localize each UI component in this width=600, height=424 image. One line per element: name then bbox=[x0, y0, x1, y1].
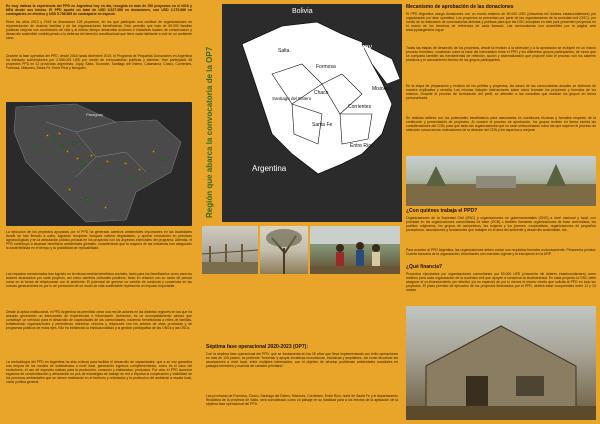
project-dot bbox=[36, 146, 39, 149]
project-dot bbox=[61, 144, 64, 147]
right-heading-finance: ¿Qué financia? bbox=[406, 264, 443, 270]
map-label-chaco: Chaco bbox=[314, 90, 329, 96]
project-dot bbox=[58, 132, 61, 135]
project-dot bbox=[66, 150, 69, 153]
photo-fields-svg bbox=[406, 156, 596, 206]
map-label-paraguay-small: Paraguay bbox=[86, 112, 104, 117]
left-p3: Desde la óptica institucional, el PPD Argentina ha permitido crear una red de actores en las distintas regiones en las que ha actuado generando un intercambio de experiencias e información. Asimismo, es un acompañamiento valioso que constituye un vehículo para el desarrollo de capacidades de las comunidades, haciendo beneficiarias a miles de familias, fortaleciendo organizaciones y permitiendo estrechar vínculos y relaciones con los actores de otras provincias y de programas públicos de estos ejes. Ello ha fortalecido la institucionalidad y la gestión participativa de las ONGs y las OSCs. bbox=[6, 310, 192, 331]
photo-tree-svg bbox=[260, 226, 308, 274]
right-p5: Organizaciones de la Sociedad Civil (OSC) y organizaciones no gubernamentales (ONG) a nivel nacional y local, con prioridad en las organizaciones comunitarias de base (OCB) o también llamadas organizaciones de base comunitaria, los pueblos originarios, los grupos de campesinos, las mujeres y los jóvenes, cooperativas, organizaciones de pequeños productores, asociaciones y fundaciones que trabajen en el área del ambiente y desarrollo sustentable, etc. bbox=[406, 216, 596, 233]
project-dot bbox=[116, 172, 119, 175]
left-panel bbox=[0, 0, 198, 424]
project-dot bbox=[76, 157, 79, 160]
map-label-formosa: Formosa bbox=[316, 64, 336, 70]
map-label-corrientes: Corrientes bbox=[348, 104, 372, 110]
photo-fields bbox=[406, 156, 596, 206]
map-label-entrerios: Entre Ríos bbox=[350, 143, 374, 149]
project-dot bbox=[106, 160, 109, 163]
left-intro-2: Durante la fase operativa del PPD, desde 2016 hasta diciembre 2019, el Programa de Pequeñas Donaciones en Argentina ha brindado subvenciones por 2.966.015 USD por medio de convocatorias públicas y abiertas. Han participado 48 proyectos PPD en 12 provincias argentinas: Jujuy, Salta, Tucumán, Santiago del Estero, Catamarca, Chaco, Corrientes, Formosa, Misiones, Santa Fe, Entre Ríos y Neuquén. bbox=[6, 54, 192, 71]
photo-people-svg bbox=[310, 226, 400, 274]
map-label-salta: Salta bbox=[278, 48, 290, 54]
project-dot bbox=[146, 182, 149, 185]
photo-people bbox=[310, 226, 400, 274]
map-label-paraguay: Paraguay bbox=[342, 44, 372, 51]
projects-map-svg bbox=[6, 102, 192, 226]
left-p4: La metodología del PPD en Argentina ha sido exitosa para facilitar el desarrollo de capacidades, que a su vez garantiza una mejora de los medios de subsistencia a nivel local, generando ingresos complementarios, como es el caso del ecoturismo, el uso de especies nativas para la producción, consumo y elaborados, productos. Por otra, el PPD favorece espacios de concientización y articulación en pos de estrategias de trabajo en red e impulsa la cooperación y visibilidad de los procesos ambientales que se vienen realizando en el territorio y orientados y la protección del ambiente a escala local, como política general. bbox=[6, 360, 192, 385]
photo-house-svg bbox=[406, 306, 596, 420]
right-panel bbox=[402, 0, 600, 424]
map-label-bolivia: Bolivia bbox=[292, 8, 313, 15]
left-p2: Los impactos mencionados han logrado en la misma medida beneficios sociales, tanto para los beneficiarios como para los actores alcanzados por cada proyecto, así como cambios culturales positivos, tanto en relación con su modo de pensar como en la forma de relacionarse con el ambiente. El potencial de generar un cambio de conducta y conciencia en las nuevas generaciones es por lo de promoción de un modo de vida sustentable representa un impacto importante. bbox=[6, 272, 192, 289]
project-dot bbox=[152, 150, 155, 153]
project-dot bbox=[104, 206, 107, 209]
project-dot bbox=[124, 162, 127, 165]
project-dot bbox=[138, 168, 141, 171]
project-dot bbox=[98, 166, 101, 169]
photo-house bbox=[406, 306, 596, 420]
project-dot bbox=[46, 134, 49, 137]
projects-map bbox=[6, 102, 192, 226]
right-p2: Todas las etapas de desarrollo de los proyectos, desde la revisión a la selección y a la aprobación se incluyen en un mismo proceso formativo, construido sobre la base del intercambio entre el PPD y los diferentes grupos participantes, de modo que se comparta también las herramientas de reflexión, acción y sistematización que propone todo el proceso con los saberes prácticos y el conocimiento técnico de los grupos participantes. bbox=[406, 46, 596, 63]
right-p6: Para acceder al PPD Argentina, las organizaciones deben contar con requisitos formales exclusivamente: Personería jurídica; Cuenta bancaria de la organización; Autoridades con mandato vigente y la inscripción en la AFIP. bbox=[406, 248, 596, 257]
right-p1: El PPD Argentina otorga donaciones con un monto máximo de 50.000 USD (cincuenta mil dólares estadounidenses) por organización por fase operativa. Los proyectos se presentan por parte de las organizaciones de la sociedad civil (OSC), por medio de la realización de convocatorias abiertas y públicas para que las OSC inscriptas en este país presenten proyectos en el marco de los términos de referencia de cada llamado. Las convocatorias son accesibles por la página web www.ppdargentina.org.ar bbox=[406, 12, 596, 33]
project-dot bbox=[52, 138, 55, 141]
right-heading-approval: Mecanismo de aprobación de las donaciones bbox=[406, 4, 514, 10]
map-label-misiones: Misiones bbox=[372, 86, 392, 92]
left-p1: La ejecución de los proyectos apoyados por el PPD ha generado cambios ambientales importantes en las localidades donde se han llevado a cabo, logrando recuperar bosques nativos degradados, y aportar innovación en prácticas agroecológicas y en la articulación público-privada en los proyectos con los aspectos esenciales del programa. Además, el PPD contribuyó a alcanzar beneficios ambientales globales, considerando que la mayoría de las iniciativas han asegurado la sostenibilidad en el tiempo y la posibilidad de replicabilidad. bbox=[6, 230, 192, 251]
vertical-region-title: Región que abarca la convocatoria de la OP7 bbox=[205, 46, 214, 218]
left-intro-1: Entre los años 2013 y 2019 se financiaron 128 proyectos, en los que participan una multitud de organizaciones en representación de muchas familias y de las organizaciones beneficiarias. Esto permitió que más de 50.000 familias pudieran mejorar sus condiciones de vida y al mismo tiempo desarrollar acciones e iniciativas locales de conservación y desarrollo sostenible contribuyendo a la defensa del derecho constitucional que tiene cada habitante a vivir en un ambiente sano. bbox=[6, 20, 192, 41]
right-heading-who: ¿Con quiénes trabaja el PPD? bbox=[406, 208, 478, 214]
middle-p2: Las provincias de Formosa, Chaco, Santiago del Estero, Misiones, Corrientes, Entre Ríos, norte de Santa Fe y el departamento Rivadavia de la provincia de Salta, será considerado como un paisaje en su totalidad para a los efectos de la aplicación de la séptima fase operacional del PPD. bbox=[206, 394, 398, 407]
region-map bbox=[222, 4, 402, 222]
project-dot bbox=[132, 178, 135, 181]
project-dot bbox=[90, 154, 93, 157]
left-intro-bold: Es muy valiosa la experiencia del PPD en Argentina hoy en día, recogida en más de 250 proyectos en el NOA y NEA desde sus inicios. El PPD aportó un total de USD 6.527.389 en donaciones, con USD 2.170.566 en contrapartes en efectivo y USD 5.798.889 de contraparte en especie. bbox=[6, 4, 192, 17]
project-dot bbox=[72, 142, 75, 145]
photo-fence-svg bbox=[202, 226, 258, 274]
project-dot bbox=[68, 188, 71, 191]
map-label-argentina: Argentina bbox=[252, 164, 287, 173]
right-p3: En la etapa de preparación y revisión de los perfiles y proyectos, las bases de las convocatorias anuales se elaboran de manera explicativa y sencilla. Las mismas incluyen instrucciones sobre cómo formular los proyectos y formatos de los mismos. Durante el proceso de formulación del perfil, se atienden a las consultas que realizan los grupos en forma personalizada. bbox=[406, 84, 596, 101]
middle-p1: Con la séptima fase operacional del PPD, que se fundamenta en los 26 años que lleva implementando con éxito operaciones en más de 125 países, se pretende "fomentar y apoyar iniciativas innovadoras, inclusivas y ampliables, así como favorecer las asociaciones a nivel local, entre múltiples interesados, con el objetivo de afrontar problemas ambientales mundiales en paisajes terrestres y marinos de carácter prioritario". bbox=[206, 352, 398, 369]
project-dot bbox=[86, 198, 89, 201]
middle-section-title: Séptima fase operacional 2020-2023 (OP7): bbox=[206, 344, 308, 350]
photo-tree bbox=[260, 226, 308, 274]
right-p7: Proyectos ejecutados por organizaciones comunitarias por 50.000 USS (cincuenta mil dólares estadounidenses) como máximo para cada organización de la sociedad civil que apoyen a conservar la biodiversidad. En cada proyecto la OSC debe asegurar el co-financiamiento (en efectivo y/o en especie) de por lo menos el mismo monto que solicita al PPD en todo los proyectos. El plazo previsto de ejecución de los proyectos financiados por el PPD, deberá estar comprendido entre 12 y 24 meses. bbox=[406, 272, 596, 293]
map-label-santiago: Santiago del Estero bbox=[272, 96, 312, 101]
map-label-santafe: Santa Fe bbox=[312, 122, 333, 128]
project-dot bbox=[162, 158, 165, 161]
region-map-svg bbox=[222, 4, 402, 222]
right-p4: Se realizan talleres con los potenciales beneficiarios para asesorarlos en cuestiones técnicas y formales respecto de la confección y presentación de proyectos. Al concluir el proceso de aprobación, los grupos reciben en forma escrita las consideraciones del CDN, para que tanto las organizaciones que no sean seleccionadas como las que superen el proceso de selección conozcan las motivaciones de la decisión del CDN y los aspectos a mejorar. bbox=[406, 116, 596, 133]
photo-fence bbox=[202, 226, 258, 274]
project-dot bbox=[82, 162, 85, 165]
